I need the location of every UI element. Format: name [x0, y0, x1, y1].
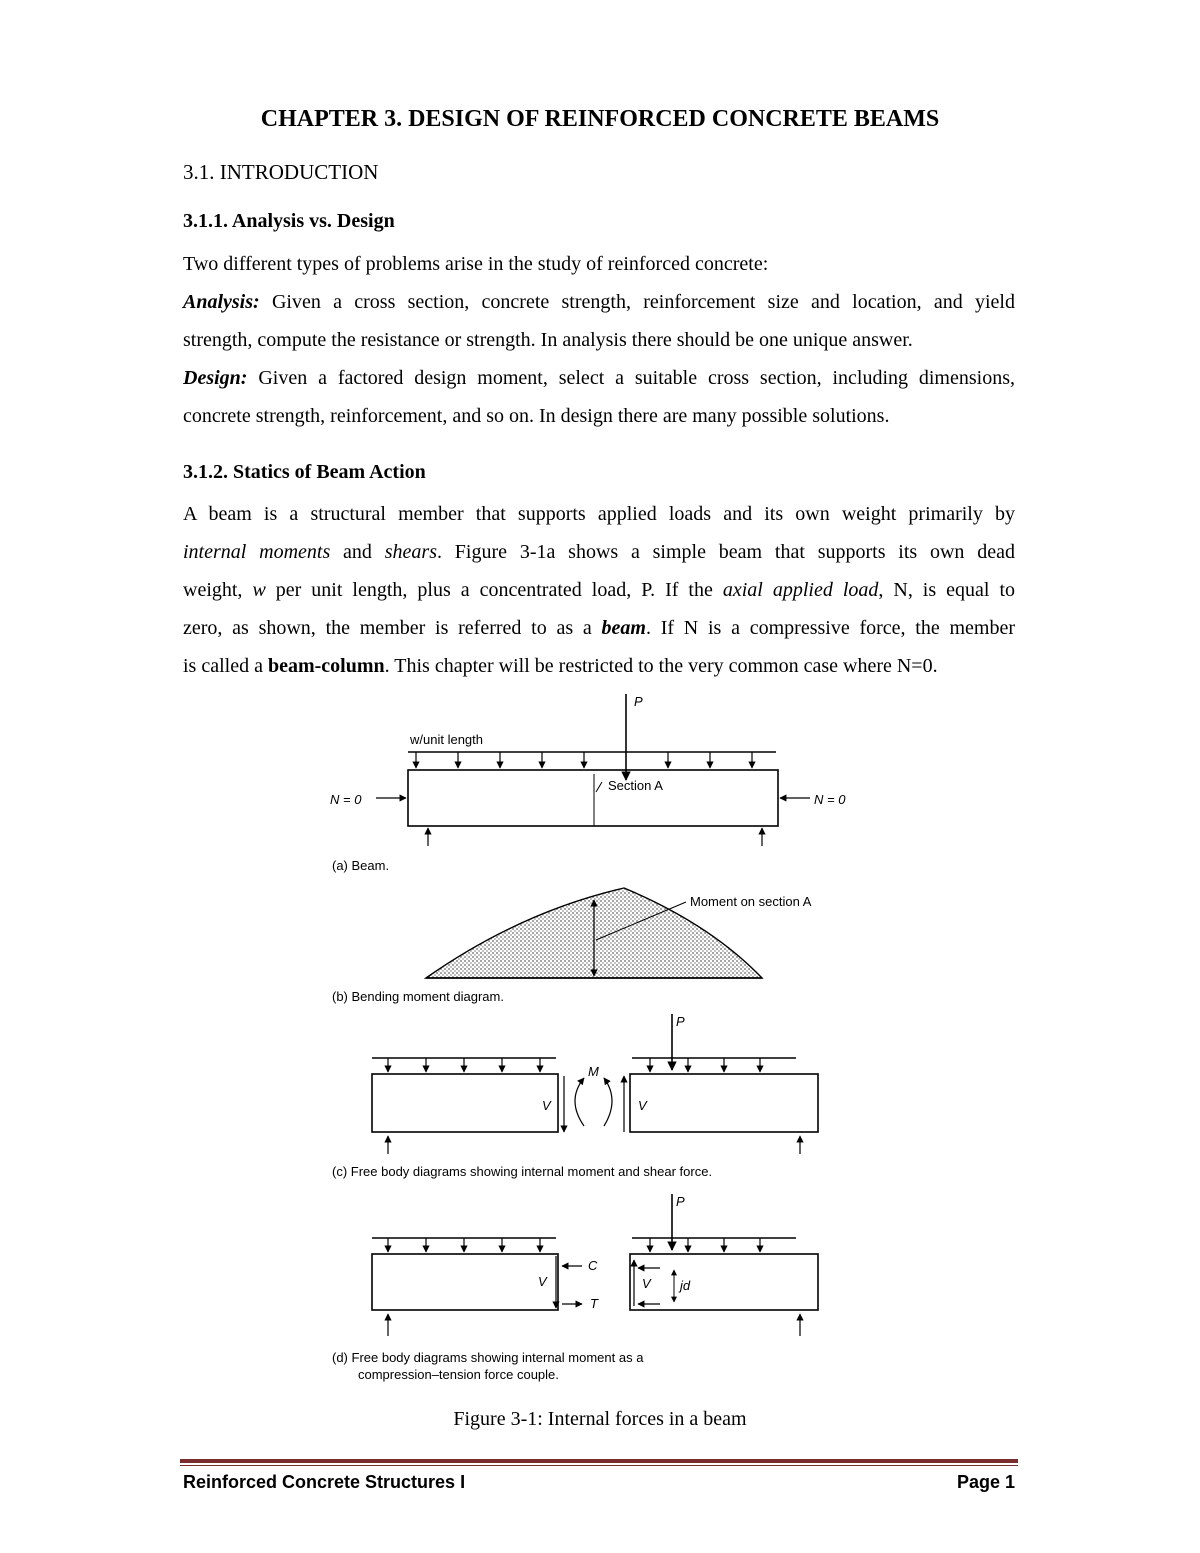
- caption-b: (b) Bending moment diagram.: [332, 989, 504, 1004]
- label-jd: jd: [680, 1278, 691, 1293]
- design-term: Design:: [183, 367, 248, 389]
- caption-c: (c) Free body diagrams showing internal moment and shear force.: [332, 1164, 713, 1179]
- term-axial-applied-load: axial applied load: [722, 579, 879, 601]
- label-v-left: V: [542, 1098, 551, 1113]
- term-shears: shears: [384, 541, 437, 563]
- label-t: T: [590, 1296, 598, 1311]
- label-n-right: N = 0: [814, 792, 846, 807]
- label-p-d: P: [676, 1194, 685, 1209]
- text-called: is called a: [183, 655, 268, 677]
- analysis-term: Analysis:: [183, 291, 260, 313]
- label-v-right-d: V: [642, 1276, 651, 1291]
- text-zero: zero, as shown, the member is referred to as a: [183, 617, 602, 639]
- statics-line-3: [183, 571, 1015, 609]
- panel-d-force-couple: [332, 1194, 818, 1382]
- paragraph-statics: [183, 495, 1015, 685]
- statics-line-5: [183, 647, 1015, 685]
- label-n-left: N = 0: [330, 792, 362, 807]
- statics-line-1: A beam is a structural member that supports applied loads and its own weight primarily by: [183, 503, 1015, 525]
- label-w-unit-length: w/unit length: [410, 732, 483, 747]
- analysis-text-1: Given a cross section, concrete strength, reinforcement size and location, and yield: [259, 291, 1015, 313]
- term-internal-moments: internal moments: [183, 541, 331, 563]
- figure-caption: Figure 3-1: Internal forces in a beam: [453, 1408, 747, 1430]
- chapter-title: CHAPTER 3. DESIGN OF REINFORCED CONCRETE BEAMS: [260, 106, 940, 132]
- text-per-unit: per unit length, plus a concentrated load, P. If the: [265, 579, 723, 601]
- footer-rule-thick: [180, 1459, 1018, 1463]
- label-v-right: V: [638, 1098, 647, 1113]
- section-title: 3.1. INTRODUCTION: [183, 160, 379, 184]
- panel-a-beam: [330, 694, 846, 873]
- statics-line-2: [183, 533, 1015, 571]
- footer-page-number: Page 1: [956, 1472, 1015, 1492]
- text-weight: weight,: [183, 579, 253, 601]
- text-compressive: . If N is a compressive force, the member: [645, 617, 1015, 639]
- text-and: and: [330, 541, 385, 563]
- panel-c-free-body-shear: [332, 1014, 818, 1179]
- intro-line: Two different types of problems arise in the study of reinforced concrete:: [183, 253, 769, 275]
- figure-internal-forces: [320, 688, 880, 1388]
- label-v-left-d: V: [538, 1274, 547, 1289]
- subsection-title-analysis-vs-design: 3.1.1. Analysis vs. Design: [183, 210, 395, 232]
- subsection-title-statics: 3.1.2. Statics of Beam Action: [183, 461, 426, 483]
- analysis-line-2: strength, compute the resistance or strength. In analysis there should be one unique answer.: [183, 329, 913, 351]
- caption-d-line-2: compression–tension force couple.: [358, 1367, 559, 1382]
- label-moment-section-a: Moment on section A: [690, 894, 812, 909]
- statics-line-2-rest: . Figure 3-1a shows a simple beam that supports its own dead: [436, 541, 1015, 563]
- paragraph-analysis-design: [183, 245, 1015, 435]
- statics-line-4: [183, 609, 1015, 647]
- label-section-a: Section A: [608, 778, 663, 793]
- label-p: P: [634, 694, 643, 709]
- footer-rule-thin: [180, 1465, 1018, 1466]
- caption-a: (a) Beam.: [332, 858, 390, 873]
- design-line-2: concrete strength, reinforcement, and so on. In design there are many possible solutions.: [183, 405, 890, 427]
- text-restricted: . This chapter will be restricted to the very common case where N=0.: [384, 655, 938, 677]
- panel-b-moment-diagram: [332, 888, 812, 1004]
- symbol-w: w: [252, 579, 266, 601]
- text-n-equal: , N, is equal to: [878, 579, 1016, 601]
- label-c: C: [588, 1258, 598, 1273]
- label-p-c: P: [676, 1014, 685, 1029]
- caption-d-line-1: (d) Free body diagrams showing internal moment as a: [332, 1350, 644, 1365]
- design-line-1: [183, 359, 1015, 397]
- analysis-line-1: [183, 283, 1015, 321]
- term-beam: beam: [601, 617, 646, 639]
- term-beam-column: beam-column: [267, 655, 385, 677]
- design-text-1: Given a factored design moment, select a suitable cross section, including dimensions,: [247, 367, 1015, 389]
- footer-course-title: Reinforced Concrete Structures I: [183, 1472, 466, 1492]
- label-m: M: [588, 1064, 599, 1079]
